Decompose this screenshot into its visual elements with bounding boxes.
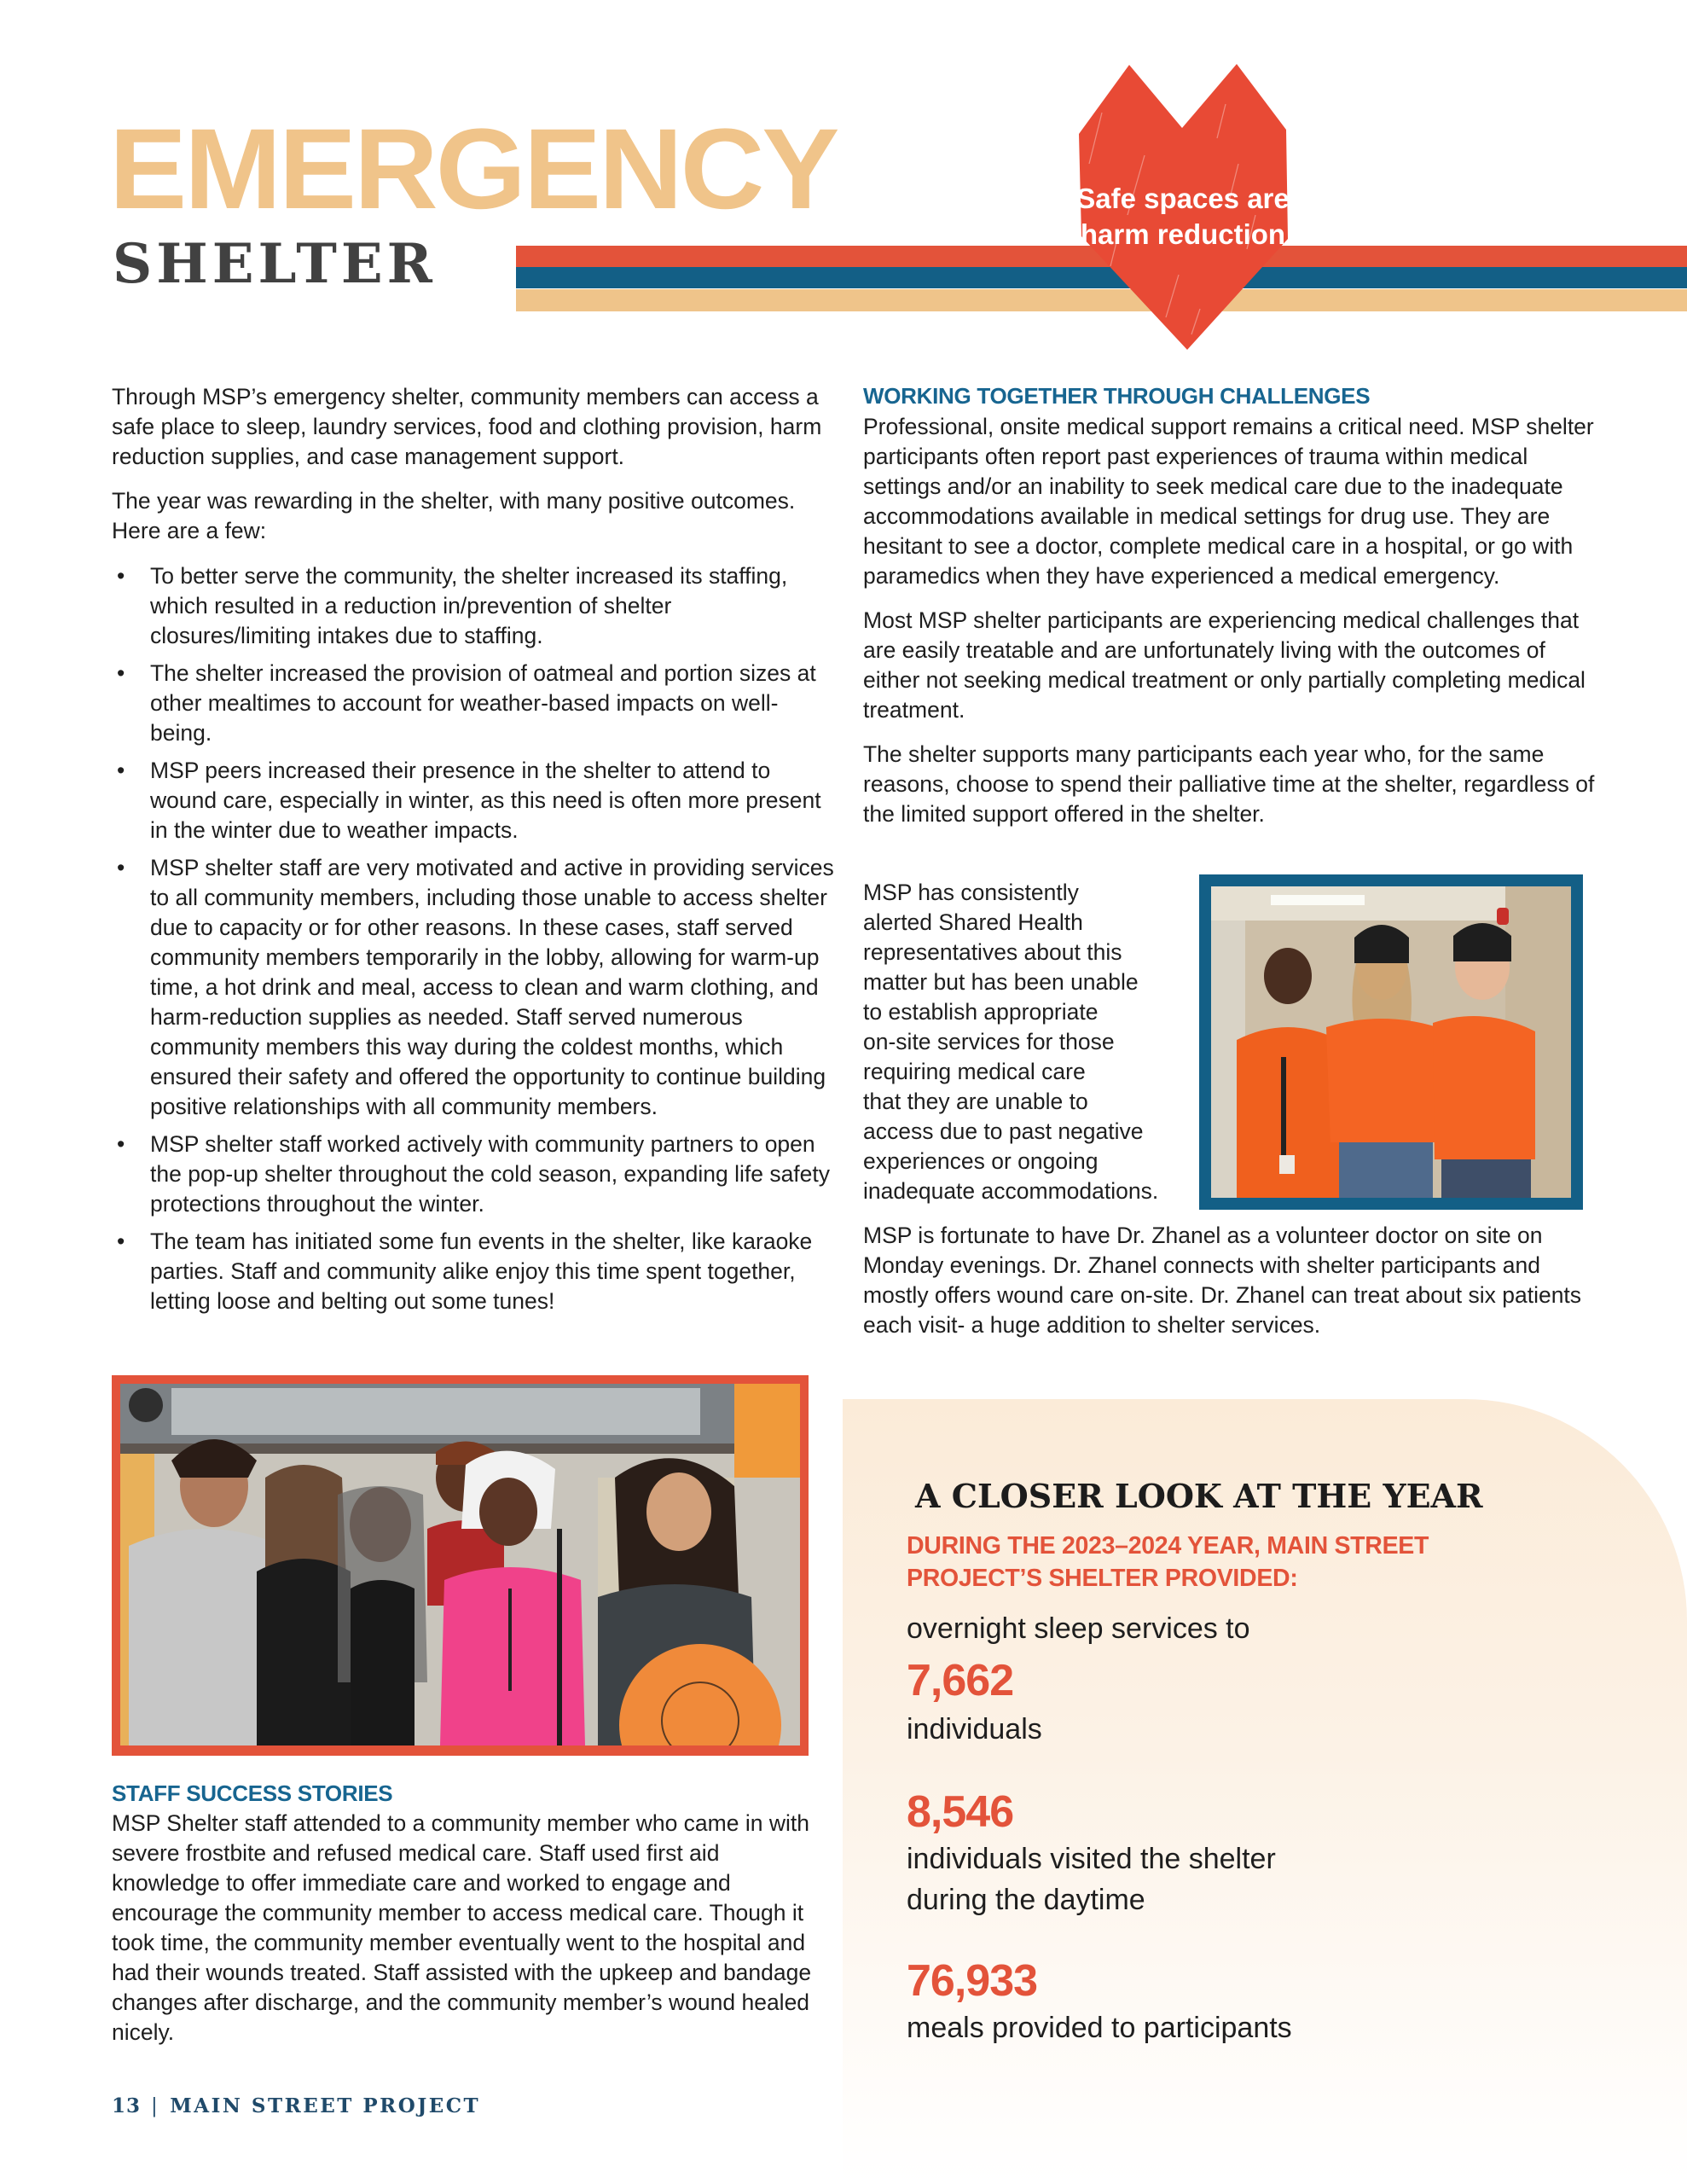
bullet-icon: •: [117, 758, 125, 783]
text-line: on-site services for those: [863, 1029, 1115, 1054]
shared-health-paragraph: [863, 878, 1187, 1206]
badge-line-2: harm reduction: [1080, 218, 1286, 250]
bullet-icon: •: [117, 855, 125, 880]
list-item-text: The team has initiated some fun events in the shelter, like karaoke parties. Staff and community alike enjoy this time spent together, letting loose and belting out some tunes!: [150, 1228, 813, 1314]
section-heading-challenges: WORKING TOGETHER THROUGH CHALLENGES: [863, 383, 1371, 409]
challenges-paragraph-1: Professional, onsite medical support remains a critical need. MSP shelter participants often report past experiences of trauma within medical settings and/or an inability to seek medical care due to the inadequate accommodations available in medical settings for drug use. They are hesitant to see a doctor, complete medical care in a hospital, or go with paramedics when they have experienced a medical emergency.: [863, 414, 1594, 589]
stat-3-post: meals provided to participants: [907, 2012, 1292, 2044]
outcomes-list: [112, 561, 837, 1316]
stat-3-value: 76,933: [907, 1956, 1038, 2006]
left-column: [112, 382, 837, 1316]
karaoke-photo: [112, 1375, 809, 1756]
list-item: [112, 1227, 837, 1316]
lead-paragraph: The year was rewarding in the shelter, with many positive outcomes. Here are a few:: [112, 488, 796, 543]
text-line: representatives about this: [863, 939, 1122, 965]
page-title: EMERGENCY: [109, 106, 838, 233]
dr-zhanel-text: MSP is fortunate to have Dr. Zhanel as a volunteer doctor on site on Monday evenings. Dr. Zhanel connects with shelter participants and mostly offers wound care on-site. Dr. Zhanel can treat about six patients each visit- a huge addition to shelter services.: [863, 1223, 1582, 1338]
bullet-icon: •: [117, 660, 125, 686]
list-item-text: MSP shelter staff are very motivated and active in providing services to all community members, including those unable to access shelter due to capacity or for other reasons. In these cases, staff served community members temporarily in the lobby, allowing for warm-up time, a hot drink and meal, access to clean and warm clothing, and harm-reduction supplies as needed. Staff served numerous community members this way during the coldest months, which ensured their safety and offered the opportunity to continue building positive relationships with all community members.: [150, 855, 834, 1119]
text-line: that they are unable to: [863, 1089, 1088, 1114]
staff-success-stories: [112, 1780, 828, 2048]
text-line: MSP has consistently: [863, 880, 1079, 905]
intro-paragraph: Through MSP’s emergency shelter, community members can access a safe place to sleep, laundry services, food and clothing provision, harm reduction supplies, and case management support.: [112, 384, 822, 469]
section-heading-staff: STAFF SUCCESS STORIES: [112, 1780, 393, 1806]
stat-1-value: 7,662: [907, 1656, 1014, 1705]
footer-org-name: MAIN STREET PROJECT: [170, 2094, 481, 2117]
challenges-paragraph-3: The shelter supports many participants each year who, for the same reasons, choose to spend their palliative time at the shelter, regardless of the limited support offered in the shelter.: [863, 741, 1595, 827]
bullet-icon: •: [117, 1131, 125, 1157]
list-item: [112, 659, 837, 748]
list-item-text: The shelter increased the provision of oatmeal and portion sizes at other mealtimes to account for weather-based impacts on well-being.: [150, 660, 816, 746]
text-line: inadequate accommodations.: [863, 1178, 1159, 1204]
footer-separator: |: [151, 2095, 160, 2117]
page-footer: [112, 2094, 480, 2117]
stat-1-post: individuals: [907, 1713, 1042, 1745]
photo-staff-icon: [1211, 886, 1571, 1198]
bullet-icon: •: [117, 1228, 125, 1254]
dr-zhanel-paragraph: [863, 1221, 1597, 1340]
list-item: [112, 561, 837, 651]
stat-2-post-line-2: during the daytime: [907, 1884, 1145, 1916]
stats-subtitle: DURING THE 2023–2024 YEAR, MAIN STREET PROJECT’S SHELTER PROVIDED:: [907, 1532, 1429, 1592]
staff-photo-image: [1211, 886, 1571, 1198]
badge-text: [1042, 181, 1324, 253]
staff-story-paragraph: MSP Shelter staff attended to a community member who came in with severe frostbite and refused medical care. Staff used first aid knowledge to offer immediate care and worked to engage and encourage the community member to access medical care. Though it took time, the community member eventually went to the hospital and had their wounds treated. Staff assisted with the upkeep and bandage changes after discharge, and the community member’s wound healed nicely.: [112, 1810, 812, 2045]
page-subtitle: SHELTER: [113, 232, 437, 296]
staff-photo: [1199, 874, 1583, 1210]
list-item: [112, 853, 837, 1122]
text-line: requiring medical care: [863, 1059, 1086, 1084]
stat-2-post-line-1: individuals visited the shelter: [907, 1843, 1276, 1875]
text-line: access due to past negative: [863, 1118, 1144, 1144]
text-line: to establish appropriate: [863, 999, 1099, 1025]
list-item-text: MSP shelter staff worked actively with community partners to open the pop-up shelter throughout the cold season, expanding life safety protections throughout the winter.: [150, 1131, 831, 1217]
heart-badge: [1042, 61, 1324, 351]
stat-1-pre: overnight sleep services to: [907, 1612, 1250, 1645]
bullet-icon: •: [117, 563, 125, 589]
list-item-text: MSP peers increased their presence in the shelter to attend to wound care, especially in winter, as this need is often more present in the winter due to weather impacts.: [150, 758, 821, 843]
list-item: [112, 756, 837, 845]
stat-2-value: 8,546: [907, 1787, 1014, 1837]
page-number: 13: [112, 2094, 142, 2117]
list-item: [112, 1130, 837, 1219]
list-item-text: To better serve the community, the shelter increased its staffing, which resulted in a reduction in/prevention of shelter closures/limiting intakes due to staffing.: [150, 563, 788, 648]
text-line: matter but has been unable: [863, 969, 1139, 995]
stats-title: A CLOSER LOOK AT THE YEAR: [915, 1477, 1483, 1515]
photo-karaoke-icon: [120, 1384, 800, 1745]
text-line: experiences or ongoing: [863, 1148, 1099, 1174]
right-column: [863, 382, 1597, 829]
challenges-paragraph-2: Most MSP shelter participants are experiencing medical challenges that are easily treatable and are unfortunately living with the outcomes of either not seeking medical treatment or only partially completing medical treatment.: [863, 607, 1586, 723]
text-line: alerted Shared Health: [863, 909, 1083, 935]
badge-line-1: Safe spaces are: [1076, 183, 1290, 214]
karaoke-photo-image: [120, 1384, 800, 1745]
